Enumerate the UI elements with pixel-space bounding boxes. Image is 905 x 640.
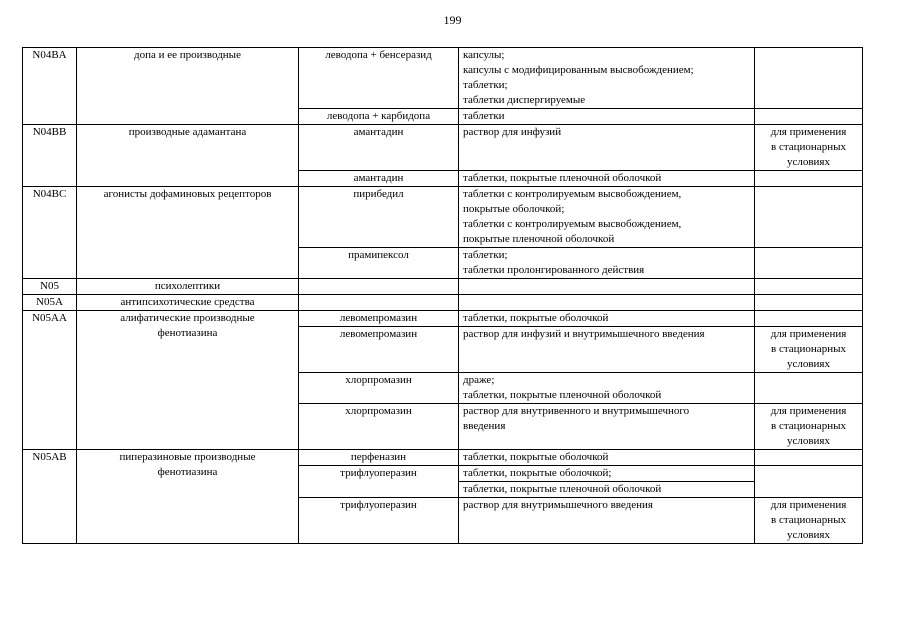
atc-group: [77, 450, 299, 544]
dosage-form: раствор для внутривенного и внутримышечного: [463, 405, 690, 417]
dosage-forms: [459, 373, 755, 404]
note-line: условиях: [786, 358, 830, 370]
dosage-forms: [459, 248, 755, 279]
dosage-form: таблетки: [459, 109, 755, 125]
atc-group-line: фенотиазина: [157, 466, 218, 478]
atc-group-line: алифатические производные: [120, 312, 255, 324]
note-cell: [755, 327, 863, 373]
dosage-form: таблетки, покрытые оболочкой: [459, 450, 755, 466]
atc-code: N05: [23, 279, 77, 295]
drug-name: перфеназин: [299, 450, 459, 466]
drug-name: леводопа + карбидопа: [299, 109, 459, 125]
atc-group: [77, 311, 299, 450]
drug-name: амантадин: [299, 125, 459, 171]
note-line: для применения: [770, 328, 847, 340]
atc-group-line: фенотиазина: [157, 327, 218, 339]
dosage-form: драже;: [463, 374, 495, 386]
drug-name: трифлуоперазин: [299, 466, 459, 498]
atc-code: N05AA: [23, 311, 77, 450]
note-cell: [755, 248, 863, 279]
dosage-form: капсулы с модифицированным высвобождением;: [463, 64, 694, 76]
dosage-form: таблетки;: [463, 249, 508, 261]
dosage-form: раствор для внутримышечного введения: [459, 498, 755, 544]
dosage-form: таблетки с контролируемым высвобождением,: [463, 218, 682, 230]
note-line: для применения: [770, 405, 847, 417]
dosage-form: капсулы;: [463, 49, 505, 61]
dosage-form: таблетки, покрытые пленочной оболочкой: [459, 171, 755, 187]
drug-name: амантадин: [299, 171, 459, 187]
drug-name: леводопа + бенсеразид: [299, 48, 459, 109]
dosage-form: [459, 279, 755, 295]
dosage-form: таблетки, покрытые пленочной оболочкой: [459, 482, 755, 498]
note-line: в стационарных: [771, 141, 846, 153]
note-line: для применения: [770, 126, 847, 138]
table-row: [23, 48, 863, 109]
note-line: в стационарных: [771, 514, 846, 526]
note-cell: [755, 373, 863, 404]
dosage-forms: [459, 187, 755, 248]
dosage-forms: [459, 48, 755, 109]
dosage-form: таблетки, покрытые оболочкой: [459, 311, 755, 327]
drug-name: [299, 279, 459, 295]
note-cell: [755, 295, 863, 311]
dosage-form: таблетки диспергируемые: [463, 94, 586, 106]
atc-code: N04BA: [23, 48, 77, 125]
drug-name: трифлуоперазин: [299, 498, 459, 544]
note-line: в стационарных: [771, 343, 846, 355]
dosage-forms: [459, 404, 755, 450]
atc-code: N04BC: [23, 187, 77, 279]
table-row: [23, 187, 863, 248]
note-line: для применения: [770, 499, 847, 511]
dosage-form: раствор для инфузий и внутримышечного введения: [459, 327, 755, 373]
note-cell: [755, 171, 863, 187]
table-row: [23, 279, 863, 295]
atc-group: психолептики: [77, 279, 299, 295]
atc-code: N05AB: [23, 450, 77, 544]
note-line: условиях: [786, 435, 830, 447]
note-line: в стационарных: [771, 420, 846, 432]
dosage-form: введения: [463, 420, 506, 432]
note-cell: [755, 498, 863, 544]
atc-group: производные адамантана: [77, 125, 299, 187]
atc-group-line: пиперазиновые производные: [119, 451, 256, 463]
dosage-form: таблетки пролонгированного действия: [463, 264, 645, 276]
drug-name: хлорпромазин: [299, 404, 459, 450]
atc-group: допа и ее производные: [77, 48, 299, 125]
dosage-form: таблетки, покрытые пленочной оболочкой: [463, 389, 662, 401]
dosage-form: [459, 295, 755, 311]
dosage-form: покрытые пленочной оболочкой: [463, 233, 615, 245]
note-line: условиях: [786, 156, 830, 168]
note-cell: [755, 109, 863, 125]
note-cell: [755, 450, 863, 466]
drug-name: левомепромазин: [299, 311, 459, 327]
atc-group: антипсихотические средства: [77, 295, 299, 311]
dosage-form: таблетки с контролируемым высвобождением,: [463, 188, 682, 200]
dosage-form: таблетки, покрытые оболочкой;: [459, 466, 755, 482]
table-row: [23, 125, 863, 171]
note-cell: [755, 279, 863, 295]
drug-name: прамипексол: [299, 248, 459, 279]
dosage-form: раствор для инфузий: [459, 125, 755, 171]
note-cell: [755, 404, 863, 450]
note-cell: [755, 311, 863, 327]
note-cell: [755, 466, 863, 498]
note-line: условиях: [786, 529, 830, 541]
drug-name: хлорпромазин: [299, 373, 459, 404]
note-cell: [755, 125, 863, 171]
drug-name: [299, 295, 459, 311]
drug-name: левомепромазин: [299, 327, 459, 373]
table-row: [23, 295, 863, 311]
drug-table: [22, 47, 863, 544]
note-cell: [755, 187, 863, 248]
note-cell: [755, 48, 863, 109]
page-number: 199: [443, 13, 462, 27]
table-row: [23, 311, 863, 327]
atc-group: агонисты дофаминовых рецепторов: [77, 187, 299, 279]
dosage-form: таблетки;: [463, 79, 508, 91]
atc-code: N05A: [23, 295, 77, 311]
drug-name: пирибедил: [299, 187, 459, 248]
dosage-form: покрытые оболочкой;: [463, 203, 565, 215]
atc-code: N04BB: [23, 125, 77, 187]
table-row: [23, 450, 863, 466]
